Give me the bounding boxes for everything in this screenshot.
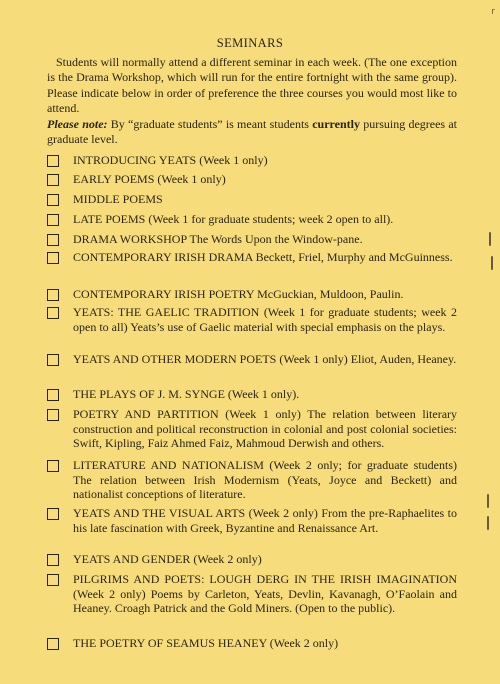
seminar-item (47, 407, 457, 451)
seminar-text (73, 506, 457, 535)
seminar-item (47, 212, 457, 227)
seminar-text (73, 287, 457, 302)
page-title: SEMINARS (216, 36, 284, 50)
note-paragraph (47, 117, 457, 148)
seminar-title: MIDDLE POEMS (73, 192, 163, 206)
seminar-detail: (Week 1 for graduate students; week 2 open to all) Yeats’s use of Gaelic material with special emphasis on the plays. (73, 305, 458, 334)
seminar-text (73, 352, 457, 367)
preference-checkbox[interactable] (47, 307, 59, 319)
seminar-item (47, 636, 457, 651)
preference-checkbox[interactable] (47, 234, 59, 246)
seminar-item (47, 352, 457, 367)
seminar-text (73, 552, 457, 567)
seminar-detail: (Week 2 only) From the pre-Raphaelites to his late fascination with Greek, Byzantine and Renaissance Art. (73, 506, 458, 535)
seminar-text (73, 212, 457, 227)
preference-checkbox[interactable] (47, 155, 59, 167)
seminar-item (47, 572, 457, 616)
seminar-detail: (Week 1 only) (157, 172, 226, 186)
seminar-title: DRAMA WORKSHOP (73, 232, 187, 246)
seminar-text (73, 387, 457, 402)
margin-mark (487, 494, 489, 508)
preference-checkbox[interactable] (47, 289, 59, 301)
preference-checkbox[interactable] (47, 554, 59, 566)
note-emphasis: currently (312, 116, 360, 131)
preference-checkbox[interactable] (47, 460, 59, 472)
margin-mark (487, 516, 489, 530)
seminar-title: CONTEMPORARY IRISH DRAMA (73, 250, 253, 264)
seminar-item (47, 552, 457, 567)
seminar-item (47, 387, 457, 402)
seminar-item (47, 172, 457, 187)
seminar-item (47, 458, 457, 502)
seminar-text (73, 232, 457, 247)
seminar-title: LITERATURE AND NATIONALISM (73, 458, 264, 472)
margin-mark (489, 232, 491, 246)
seminar-title: YEATS AND GENDER (73, 552, 191, 566)
seminar-title: YEATS AND OTHER MODERN POETS (73, 352, 277, 366)
seminar-item (47, 305, 457, 334)
preference-checkbox[interactable] (47, 508, 59, 520)
seminar-title: LATE POEMS (73, 212, 146, 226)
preference-checkbox[interactable] (47, 214, 59, 226)
intro-section (47, 55, 457, 147)
seminar-text (73, 572, 457, 616)
seminar-title: POETRY AND PARTITION (73, 407, 219, 421)
seminar-detail: (Week 2 only; for graduate students) The relation between Irish Modernism (Yeats, Joyce and Beckett) and nationalist conceptions of literature. (73, 458, 458, 502)
preference-checkbox[interactable] (47, 389, 59, 401)
seminar-item (47, 250, 457, 265)
preference-checkbox[interactable] (47, 409, 59, 421)
seminar-item (47, 506, 457, 535)
preference-checkbox[interactable] (47, 194, 59, 206)
note-text-after: pursuing degrees at graduate level. (47, 116, 457, 147)
preference-checkbox[interactable] (47, 638, 59, 650)
preference-checkbox[interactable] (47, 354, 59, 366)
seminar-text (73, 458, 457, 502)
seminar-title: INTRODUCING YEATS (73, 153, 197, 167)
seminar-item (47, 192, 457, 207)
seminar-detail: (Week 1 for graduate students; week 2 open to all). (148, 212, 394, 226)
seminar-text (73, 172, 457, 187)
seminar-detail: (Week 1 only) The relation between literary construction and political reconstruction in colonial and post colonial societies: Swift, Kipling, Faiz Ahmed Faiz, Mahmoud Derwish and others. (73, 407, 458, 451)
seminar-item (47, 153, 457, 168)
seminar-text (73, 407, 457, 451)
seminar-title: YEATS: THE GAELIC TRADITION (73, 305, 260, 319)
seminar-text (73, 305, 457, 334)
seminar-detail: (Week 1 only) Eliot, Auden, Heaney. (279, 352, 457, 366)
seminar-detail: (Week 2 only) (193, 552, 262, 566)
seminar-text (73, 636, 457, 651)
note-label: Please note: (47, 116, 108, 131)
seminar-title: EARLY POEMS (73, 172, 155, 186)
seminar-text (73, 192, 457, 207)
seminar-title: YEATS AND THE VISUAL ARTS (73, 506, 246, 520)
margin-mark (491, 256, 493, 270)
seminar-text (73, 153, 457, 168)
seminar-text (73, 250, 457, 265)
seminar-item (47, 287, 457, 302)
seminar-detail: The Words Upon the Window-pane. (189, 232, 363, 246)
seminar-detail: (Week 2 only) Poems by Carleton, Yeats, Devlin, Kavanagh, O’Faolain and Heaney. Croagh Patrick and the Gold Miners. (Open to the public). (73, 586, 457, 616)
preference-checkbox[interactable] (47, 252, 59, 264)
note-text-before: By “graduate students” is meant students (107, 116, 313, 131)
preference-checkbox[interactable] (47, 174, 59, 186)
seminar-title: THE PLAYS OF J. M. SYNGE (73, 387, 225, 401)
seminar-detail: Beckett, Friel, Murphy and McGuinness. (255, 250, 453, 264)
corner-mark: r (491, 7, 495, 17)
seminar-title: THE POETRY OF SEAMUS HEANEY (73, 636, 267, 650)
seminar-detail: McGuckian, Muldoon, Paulin. (257, 287, 404, 301)
seminar-detail: (Week 1 only) (199, 153, 268, 167)
seminar-detail: (Week 1 only). (227, 387, 300, 401)
seminar-title: CONTEMPORARY IRISH POETRY (73, 287, 255, 301)
intro-paragraph: Students will normally attend a different seminar in each week. (The one exception is the Drama Workshop, which will run for the entire fortnight with the same group). Please indicate below in order of preference the three courses you would most like to attend. (47, 55, 457, 116)
seminar-detail: (Week 2 only) (269, 636, 339, 650)
preference-checkbox[interactable] (47, 574, 59, 586)
seminar-title: PILGRIMS AND POETS: LOUGH DERG IN THE IRISH IMAGINATION (73, 572, 457, 586)
seminar-item (47, 232, 457, 247)
